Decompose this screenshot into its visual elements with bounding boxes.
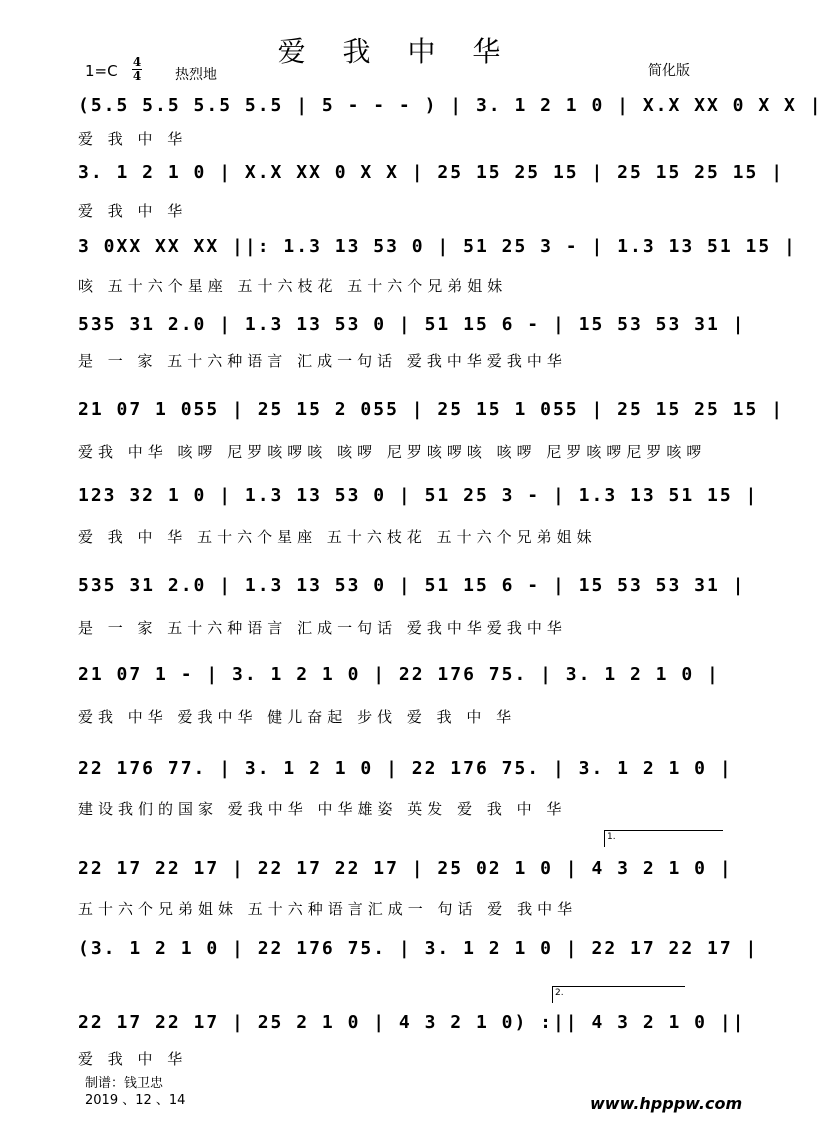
score-row-1-notes: (5.5 5.5 5.5 5.5 | 5 - - - ) | 3. 1 2 1 0 | X.X XX 0 X X | — [78, 95, 823, 116]
page-title: 爱 我 中 华 — [277, 35, 515, 68]
tempo-marking: 热烈地 — [175, 67, 217, 83]
volta-1-bracket — [604, 830, 723, 847]
score-row-2-notes: 3. 1 2 1 0 | X.X XX 0 X X | 25 15 25 15 | 25 15 25 15 | — [78, 162, 785, 183]
score-row-5-lyrics: 爱我 中华 咳啰 尼罗咳啰咳 咳啰 尼罗咳啰咳 咳啰 尼罗咳啰尼罗咳啰 — [78, 443, 707, 461]
score-row-7-notes: 535 31 2.0 | 1.3 13 53 0 | 51 15 6 - | 15 53 53 31 | — [78, 575, 746, 596]
edition-label: 简化版 — [648, 63, 690, 79]
score-row-12-notes: 22 17 22 17 | 25 2 1 0 | 4 3 2 1 0) :|| 4 3 2 1 0 || — [78, 1012, 746, 1033]
score-row-10-lyrics: 五十六个兄弟姐妹 五十六种语言汇成一 句话 爱 我中华 — [78, 900, 578, 918]
score-row-8-lyrics: 爱我 中华 爱我中华 健儿奋起 步伐 爱 我 中 华 — [78, 708, 517, 726]
score-row-11-notes: (3. 1 2 1 0 | 22 176 75. | 3. 1 2 1 0 | 22 17 22 17 | — [78, 938, 759, 959]
time-signature — [132, 56, 142, 83]
score-row-5-notes: 21 07 1 055 | 25 15 2 055 | 25 15 1 055 | 25 15 25 15 | — [78, 399, 785, 420]
score-row-1-lyrics: 爱 我 中 华 — [78, 130, 188, 148]
score-row-6-notes: 123 32 1 0 | 1.3 13 53 0 | 51 25 3 - | 1.3 13 51 15 | — [78, 485, 759, 506]
score-row-3-lyrics: 咳 五十六个星座 五十六枝花 五十六个兄弟姐妹 — [78, 277, 508, 295]
score-row-4-lyrics: 是 一 家 五十六种语言 汇成一句话 爱我中华爱我中华 — [78, 352, 567, 370]
score-row-2-lyrics: 爱 我 中 华 — [78, 202, 188, 220]
meter-bottom: 4 — [132, 69, 142, 83]
key-signature: 1=C — [85, 62, 118, 80]
volta-2-label: 2. — [555, 988, 564, 998]
meter-top: 4 — [132, 55, 142, 69]
score-row-7-lyrics: 是 一 家 五十六种语言 汇成一句话 爱我中华爱我中华 — [78, 619, 567, 637]
score-row-12-lyrics: 爱 我 中 华 — [78, 1050, 188, 1068]
arranger-credit: 制谱：钱卫忠 — [85, 1076, 164, 1091]
score-row-9-lyrics: 建设我们的国家 爱我中华 中华雄姿 英发 爱 我 中 华 — [78, 800, 567, 818]
score-row-10-notes: 22 17 22 17 | 22 17 22 17 | 25 02 1 0 | 4 3 2 1 0 | — [78, 858, 733, 879]
score-row-9-notes: 22 176 77. | 3. 1 2 1 0 | 22 176 75. | 3. 1 2 1 0 | — [78, 758, 733, 779]
site-watermark: www.hpppw.com — [590, 1094, 743, 1113]
score-date: 2019 、12 、14 — [85, 1093, 186, 1108]
score-row-6-lyrics: 爱 我 中 华 五十六个星座 五十六枝花 五十六个兄弟姐妹 — [78, 528, 597, 546]
score-row-3-notes: 3 0XX XX XX ||: 1.3 13 53 0 | 51 25 3 - | 1.3 13 51 15 | — [78, 236, 797, 257]
volta-2-bracket — [552, 986, 685, 1003]
volta-1-label: 1. — [607, 832, 616, 842]
score-row-8-notes: 21 07 1 - | 3. 1 2 1 0 | 22 176 75. | 3. 1 2 1 0 | — [78, 664, 720, 685]
score-row-4-notes: 535 31 2.0 | 1.3 13 53 0 | 51 15 6 - | 15 53 53 31 | — [78, 314, 746, 335]
